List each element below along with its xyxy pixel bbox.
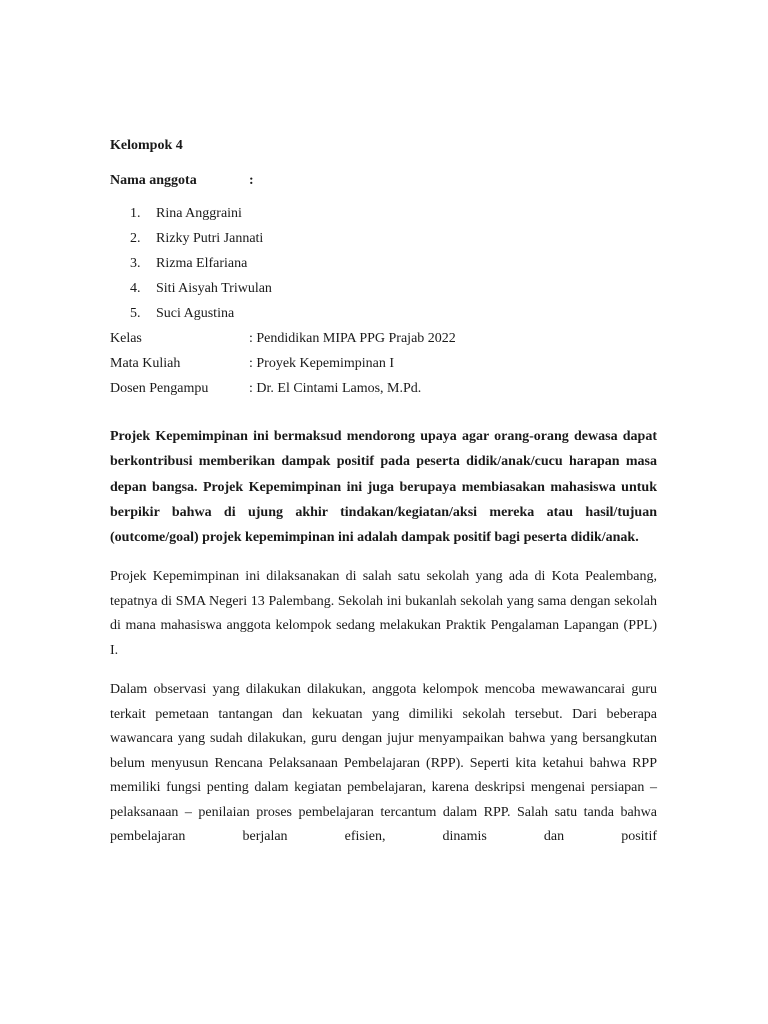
list-item <box>130 276 657 301</box>
info-key: Mata Kuliah <box>110 356 181 371</box>
intro-paragraph: Projek Kepemimpinan ini bermaksud mendorong upaya agar orang-orang dewasa dapat berkontribusi memberikan dampak positif pada peserta didik/anak/cucu harapan masa depan bangsa. Projek Kepemimpinan ini juga berupaya membiasakan mahasiswa untuk berpikir bahwa di ujung akhir tindakan/kegiatan/aksi mereka atau hasil/tujuan (outcome/goal) projek kepemimpinan ini adalah dampak positif bagi peserta didik/anak. <box>110 429 657 546</box>
course-info <box>110 326 657 401</box>
member-list <box>110 201 657 326</box>
list-item <box>130 251 657 276</box>
info-row-lecturer <box>110 376 657 401</box>
info-row-course <box>110 351 657 376</box>
list-number: 4. <box>130 281 141 296</box>
members-label: Nama anggota <box>110 173 197 188</box>
member-name: Rizky Putri Jannati <box>156 231 264 246</box>
info-value: : Pendidikan MIPA PPG Prajab 2022 <box>249 331 456 346</box>
info-key: Kelas <box>110 331 142 346</box>
document-page <box>110 136 657 850</box>
info-row-class <box>110 326 657 351</box>
list-item <box>130 301 657 326</box>
member-name: Siti Aisyah Triwulan <box>156 281 272 296</box>
list-number: 1. <box>130 206 141 221</box>
list-number: 2. <box>130 231 141 246</box>
member-name: Suci Agustina <box>156 306 235 321</box>
info-value: : Proyek Kepemimpinan I <box>249 356 395 371</box>
body-paragraph: Projek Kepemimpinan ini dilaksanakan di salah satu sekolah yang ada di Kota Pealembang, tepatnya di SMA Negeri 13 Palembang. Sekolah ini bukanlah sekolah yang sama dengan sekolah di mana mahasiswa anggota kelompok sedang melakukan Praktik Pengalaman Lapangan (PPL) I. <box>110 569 657 658</box>
info-value: : Dr. El Cintami Lamos, M.Pd. <box>249 381 422 396</box>
member-name: Rina Anggraini <box>156 206 242 221</box>
list-item <box>130 226 657 251</box>
list-item <box>130 201 657 226</box>
body-paragraph: Dalam observasi yang dilakukan dilakukan, anggota kelompok mencoba mewawancarai guru terkait pemetaan tantangan dan kekuatan yang dimiliki sekolah tersebut. Dari beberapa wawancara yang sudah dilakukan, guru dengan jujur menyampaikan bahwa yang bersangkutan belum menyusun Rencana Pelaksanaan Pembelajaran (RPP). Seperti kita ketahui bahwa RPP memiliki fungsi penting dalam kegiatan pembelajaran, karena deskripsi mengenai persiapan – pelaksanaan – penilaian proses pembelajaran tercantum dalam RPP. Salah satu tanda bahwa pembelajaran berjalan efisien, dinamis dan positif <box>110 682 657 845</box>
members-colon: : <box>249 173 254 188</box>
members-heading <box>110 171 657 191</box>
info-key: Dosen Pengampu <box>110 381 209 396</box>
member-name: Rizma Elfariana <box>156 256 248 271</box>
group-title: Kelompok 4 <box>110 138 183 153</box>
list-number: 5. <box>130 306 141 321</box>
list-number: 3. <box>130 256 141 271</box>
